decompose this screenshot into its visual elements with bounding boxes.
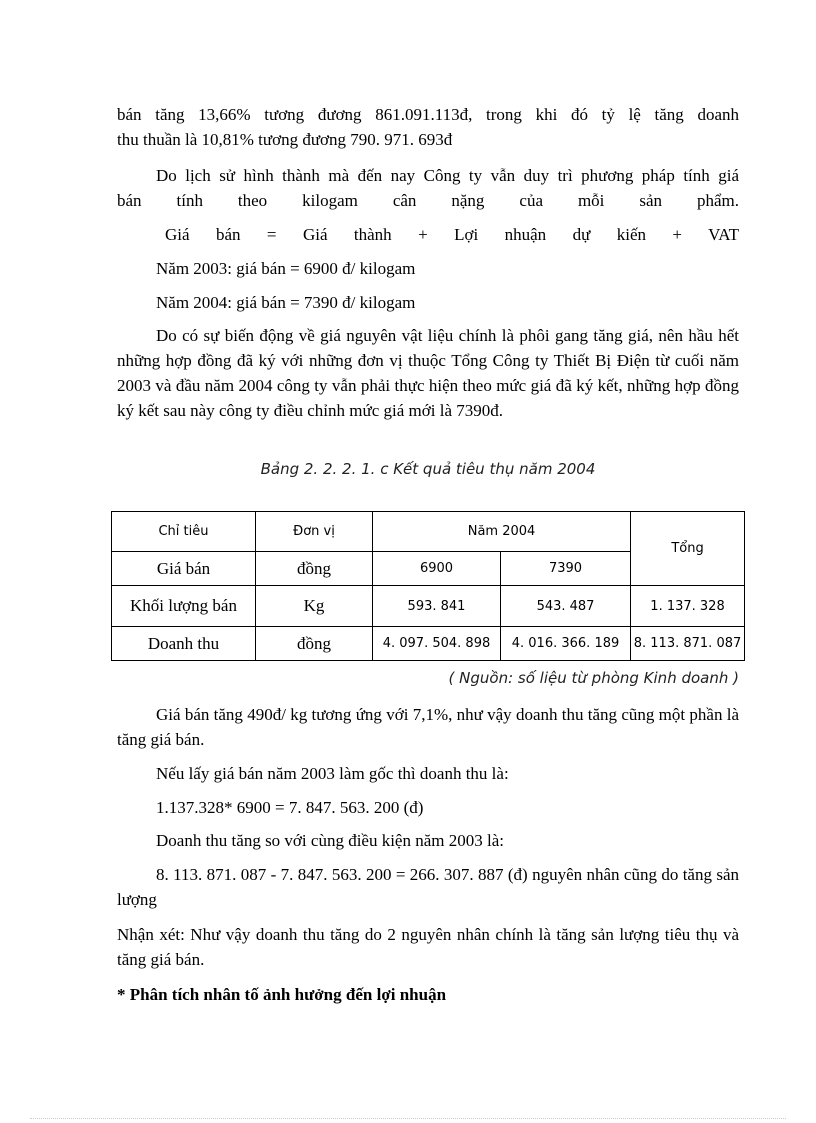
paragraph-material-price: Do có sự biến động về giá nguyên vật liệu chính là phôi gang tăng giá, nên hầu hết những hợp đồng đã ký với những đơn vị thuộc Tổng Công ty Thiết Bị Điện từ cuối năm 2003 và đầu năm 2004 công ty vẫn phải thực hiện theo mức giá đã ký kết, những hợp đồng ký kết sau này công ty điều chỉnh mức giá mới là 7390đ. [117,326,739,420]
volume-label: Khối lượng bán [112,586,256,627]
paragraph-base-year: Nếu lấy giá bán năm 2003 làm gốc thì doanh thu là: [156,764,509,783]
revenue-value-2: 4. 016. 366. 189 [501,627,631,661]
revenue-label: Doanh thu [112,627,256,661]
price-formula: Giá bán = Giá thành + Lợi nhuận dự kiến + VAT [165,225,739,244]
calc-revenue-difference: 8. 113. 871. 087 - 7. 847. 563. 200 = 266. 307. 887 (đ) nguyên nhân cũng do tăng sản lượng [117,865,739,909]
paragraph-remark: Nhận xét: Như vậy doanh thu tăng do 2 nguyên nhân chính là tăng sản lượng tiêu thụ và tăng giá bán. [117,925,739,969]
price-2004: Năm 2004: giá bán = 7390 đ/ kilogam [156,293,416,312]
price-2003: Năm 2003: giá bán = 6900 đ/ kilogam [156,259,416,278]
revenue-value-1: 4. 097. 504. 898 [373,627,501,661]
volume-total: 1. 137. 328 [631,586,745,627]
paragraph-revenue-increase: Doanh thu tăng so với cùng điều kiện năm 2003 là: [156,831,504,850]
header-total: Tổng [631,512,745,586]
price-value-1: 6900 [373,552,501,586]
sales-result-table [111,511,745,661]
header-unit: Đơn vị [256,512,373,552]
header-indicator: Chỉ tiêu [112,512,256,552]
paragraph-revenue-growth-line2: thu thuần là 10,81% tương đương 790. 971. 693đ [117,130,453,149]
volume-unit: Kg [256,586,373,627]
section-heading-profit-factors: * Phân tích nhân tố ảnh hưởng đến lợi nhuận [117,985,447,1004]
paragraph-pricing-method-line2: bán tính theo kilogam cân nặng của mỗi sản phẩm. [117,191,739,210]
paragraph-revenue-growth-line1: bán tăng 13,66% tương đương 861.091.113đ, trong khi đó tỷ lệ tăng doanh [117,105,739,124]
table-row-revenue [112,627,745,661]
volume-value-1: 593. 841 [373,586,501,627]
price-value-2: 7390 [501,552,631,586]
calc-base-revenue: 1.137.328* 6900 = 7. 847. 563. 200 (đ) [156,798,424,817]
revenue-total: 8. 113. 871. 087 [631,627,745,661]
table-source-note: ( Nguồn: số liệu từ phòng Kinh doanh ) [448,669,739,687]
revenue-unit: đồng [256,627,373,661]
table-row-volume [112,586,745,627]
volume-value-2: 543. 487 [501,586,631,627]
price-unit: đồng [256,552,373,586]
paragraph-pricing-method-line1: Do lịch sử hình thành mà đến nay Công ty vẫn duy trì phương pháp tính giá [156,166,739,185]
price-label: Giá bán [112,552,256,586]
header-year: Năm 2004 [373,512,631,552]
paragraph-price-increase: Giá bán tăng 490đ/ kg tương ứng với 7,1%, như vậy doanh thu tăng cũng một phần là tăng giá bán. [117,705,739,749]
page-bottom-divider [30,1118,786,1119]
table-caption: Bảng 2. 2. 2. 1. c Kết quả tiêu thụ năm 2004 [260,460,596,478]
table-header-row [112,512,745,552]
